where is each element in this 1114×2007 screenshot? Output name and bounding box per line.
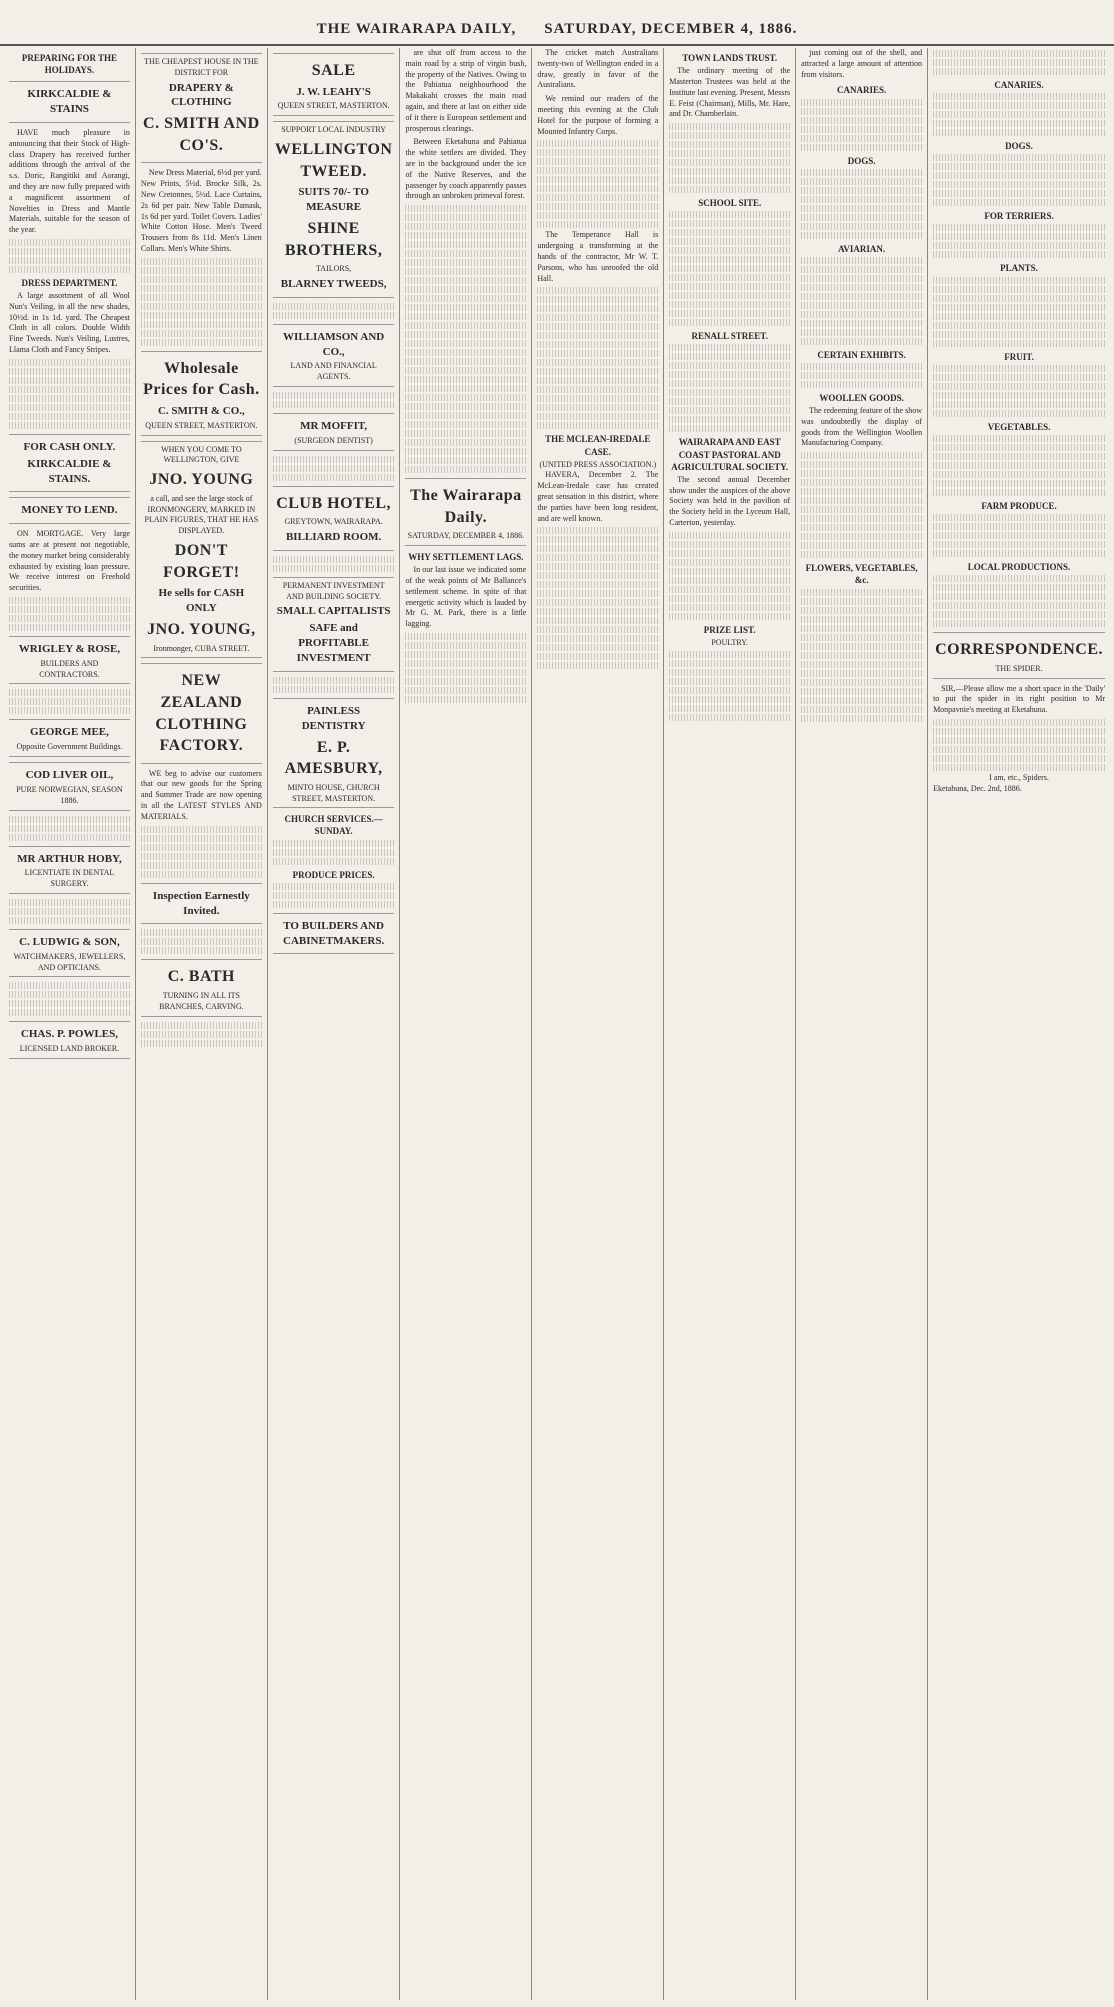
article-text: In our last issue we indicated some of the weak points of Mr Ballance's settlement scheme. In spite of that energetic activity which is lauded by Mr G. M. Park, there is a little lagging. — [405, 565, 527, 629]
ad-title: CHAS. P. POWLES, — [20, 1028, 118, 1041]
section-heading: TOWN LANDS TRUST. — [682, 53, 778, 63]
section-heading: CHURCH SERVICES.—SUNDAY. — [284, 814, 383, 837]
section-heading: WHY SETTLEMENT LAGS. — [408, 552, 524, 563]
ad-title: NEW ZEALAND CLOTHING FACTORY. — [155, 672, 248, 755]
ad-title: The Wairarapa Daily. — [410, 487, 522, 526]
section-heading: PLANTS. — [1000, 263, 1038, 274]
article-text: Between Eketahuna and Pahiatua the white settlers are divided. They are in the background under the ice of the Native Reserves, and the passenger by coach apparently passes through an unbroken primeval forest. — [405, 137, 527, 201]
club-hotel-ad — [273, 486, 395, 551]
column-2 — [136, 48, 268, 2000]
column-3 — [268, 48, 401, 2000]
ad-title: SUITS 70/- TO MEASURE — [298, 186, 369, 214]
ad-title: MR ARTHUR HOBY, — [17, 852, 122, 865]
bath-ad — [141, 959, 262, 1016]
subsection-heading: POULTRY. — [711, 637, 749, 647]
column-4 — [400, 48, 532, 2000]
ad-subtitle: TAILORS, — [316, 264, 352, 274]
ad-subtitle: LICENSED LAND BROKER. — [19, 1044, 120, 1054]
article-text: The second annual December show under the auspices of the above Society was held in the pavilion of the Society held in the Lyceum Hall, Carterton, yesterday. — [669, 474, 791, 528]
ad-subtitle: LICENTIATE IN DENTAL SURGERY. — [24, 868, 115, 889]
section-heading: LOCAL PRODUCTIONS. — [967, 561, 1071, 572]
ad-title: JNO. YOUNG — [149, 471, 254, 489]
ad-subtitle: SATURDAY, DECEMBER 4, 1886. — [407, 531, 525, 541]
cabinetmakers-ad — [273, 913, 395, 955]
holiday-heading: PREPARING FOR THE HOLIDAYS. — [21, 53, 118, 76]
ad-title: CLUB HOTEL, — [276, 494, 392, 512]
newspaper-title: THE WAIRARAPA DAILY, — [316, 21, 517, 37]
article-text: are shut off from access to the main road by a strip of virgin bush, the property of the Natives. Owing to the Pahiatua neighbourhood the Makakahi crosses the main road again, and there at last on either side of it there is European settlement and prosperous clearings. — [405, 48, 527, 133]
ad-title: KIRKCALDIE & STAINS. — [27, 457, 112, 485]
ad-body: ON MORTGAGE. Very large sums are at present not negotiable, the money market being considerably exhausted by existing loan pressure. We receive interest on Freehold securities. — [9, 529, 130, 593]
ad-title: C. BATH — [167, 968, 235, 986]
letter-signature: I am, etc., Spiders. — [989, 772, 1049, 782]
cod-liver-ad — [9, 762, 130, 810]
column-6 — [664, 48, 796, 2000]
correspondence-heading — [933, 632, 1105, 678]
issue-date: SATURDAY, DECEMBER 4, 1886. — [544, 21, 798, 37]
ad-title: JNO. YOUNG, — [147, 620, 256, 638]
ad-title: He sells for CASH ONLY — [158, 587, 245, 615]
ad-title: WILLIAMSON AND CO., — [283, 330, 385, 358]
ad-subtitle: LAND AND FINANCIAL AGENTS. — [290, 361, 377, 382]
dentistry-ad — [273, 698, 395, 808]
article-text: The Temperance Hall is undergoing a transforming at the hands of the contractor, Mr W. T. Parsons, who has unroofed the old Hall. — [537, 230, 659, 283]
ad-title: C. SMITH & CO., — [157, 405, 245, 418]
ad-body: New Dress Material, 6½d per yard. New Prints, 5½d. Brocke Silk, 2s. New Cretonnes, 5½d. Lace Curtains, 2s 6d per pair. New Table Damask, 1s 6d per yard. Toilet Covers. Ladies' White Cotton Hose. Men's Tweed Trousers from 8s 11d. Men's Linen Collars. Men's White Shirts. — [140, 168, 262, 254]
ad-subtitle: MINTO HOUSE, CHURCH STREET, MASTERTON. — [287, 782, 380, 803]
ad-title: BLARNEY TWEEDS, — [280, 277, 387, 290]
moffit-ad — [273, 413, 395, 451]
press-credit: (UNITED PRESS ASSOCIATION.) — [539, 459, 657, 469]
smith-ad — [141, 53, 262, 163]
section-heading: FRUIT. — [1004, 351, 1034, 362]
section-heading: WOOLLEN GOODS. — [819, 392, 904, 403]
ad-subtitle: QUEEN STREET, MASTERTON. — [145, 420, 258, 430]
editorial-masthead — [405, 478, 526, 546]
ad-subtitle: PURE NORWEGIAN, SEASON 1886. — [16, 784, 123, 805]
section-heading: PRIZE LIST. — [703, 624, 756, 635]
ad-title: WELLINGTON TWEED. — [274, 141, 393, 180]
ad-title: SMALL CAPITALISTS — [276, 605, 391, 618]
ad-subtitle: WHEN YOU COME TO WELLINGTON, GIVE — [161, 444, 242, 465]
section-heading: SCHOOL SITE. — [698, 198, 762, 209]
ad-title: C. SMITH AND CO'S. — [143, 115, 260, 154]
letter-date: Eketahuna, Dec. 2nd, 1886. — [933, 783, 1022, 793]
ludwig-ad — [9, 929, 130, 977]
masthead — [0, 0, 1114, 46]
section-heading: FOR TERRIERS. — [984, 211, 1054, 222]
column-8 — [928, 48, 1110, 2000]
clothing-factory-ad — [141, 663, 262, 763]
ad-subtitle: THE SPIDER. — [995, 663, 1043, 673]
ad-title: DON'T FORGET! — [163, 542, 240, 581]
ad-title: TO BUILDERS AND CABINETMAKERS. — [283, 919, 385, 947]
ad-title: COD LIVER OIL, — [25, 769, 114, 782]
ad-title: DRAPERY & CLOTHING — [168, 81, 234, 109]
article-text: The cricket match Australians twenty-two of Wellington ended in a draw, greatly in favor of the Australians. — [537, 48, 659, 90]
ad-title: SHINE BROTHERS, — [284, 219, 383, 259]
wholesale-ad — [141, 351, 262, 436]
ad-title: SALE — [311, 62, 356, 79]
article-text: HAVERA, December 2. The McLean-Iredale case has created great sensation in this district, where the parties have been long resident, and are well known. — [537, 470, 659, 523]
ad-title: FOR CASH ONLY. — [23, 440, 116, 453]
hoby-ad — [9, 846, 130, 894]
cash-ad — [9, 434, 130, 493]
ad-title: SAFE and PROFITABLE INVESTMENT — [296, 622, 371, 665]
mee-ad — [9, 719, 130, 757]
section-heading: FLOWERS, VEGETABLES, &c. — [805, 563, 918, 586]
ad-title: PAINLESS DENTISTRY — [301, 704, 366, 732]
letter-text: SIR,—Please allow me a short space in the 'Daily' to put the spider in its right position to Mr Monpavnie's meeting at Eketahuna. — [933, 683, 1106, 715]
section-heading: CERTAIN EXHIBITS. — [817, 349, 906, 360]
section-heading: CANARIES. — [836, 85, 887, 96]
powles-ad — [9, 1021, 130, 1059]
column-5 — [532, 48, 664, 2000]
ad-title: KIRKCALDIE & STAINS — [27, 88, 112, 116]
ad-title: C. LUDWIG & SON, — [19, 935, 120, 948]
section-heading: DRESS DEPARTMENT. — [21, 277, 118, 288]
ad-subtitle: a call, and see the large stock of IRONMONGERY, MARKED IN PLAIN FIGURES, THAT HE HAS DISPLAYED. — [144, 493, 259, 536]
williamson-ad — [273, 324, 395, 387]
ad-title: WRIGLEY & ROSE, — [18, 643, 121, 656]
ad-subtitle: TURNING IN ALL ITS BRANCHES, CARVING. — [159, 990, 244, 1011]
young-ad — [141, 441, 262, 659]
ad-title: Wholesale Prices for Cash. — [143, 359, 260, 399]
article-text: The ordinary meeting of the Masterton Trustees was held at the Institute last evening. Present, Messrs E. Feist (Chairman), Mills, Mr. Hare, and Dr. Chamberlain. — [669, 66, 791, 119]
leahy-ad — [273, 53, 395, 116]
ad-body: A large assortment of all Wool Nun's Veiling, in all the new shades, 10½d. in 1s 1d. yard. The Cheapest Cloth in all colors. Double Width Fine Tweeds. Nun's Veiling, Lustres, Llama Cloth and Fancy Stripes. — [9, 291, 130, 355]
ad-title: Inspection Earnestly Invited. — [152, 889, 250, 917]
kirkcaldie-ad — [9, 81, 130, 123]
wrigley-ad — [9, 636, 130, 684]
column-1 — [4, 48, 136, 2000]
ad-title: BILLIARD ROOM. — [285, 531, 382, 544]
article-text: just coming out of the shell, and attracted a large amount of attention from visitors. — [801, 48, 923, 79]
ad-subtitle: QUEEN STREET, MASTERTON. — [277, 101, 390, 111]
ad-subtitle: WATCHMAKERS, JEWELLERS, AND OPTICIANS. — [13, 951, 126, 972]
ad-subtitle: SUPPORT LOCAL INDUSTRY — [281, 125, 387, 135]
section-heading: RENALL STREET. — [691, 331, 768, 342]
building-society-ad — [273, 577, 395, 672]
ad-title: GEORGE MEE, — [30, 726, 109, 739]
section-heading: DOGS. — [1005, 141, 1033, 152]
section-heading: THE MCLEAN-IREDALE CASE. — [545, 434, 651, 457]
ad-subtitle: GREYTOWN, WAIRARAPA. — [284, 517, 383, 527]
inspection-ad — [141, 883, 262, 925]
money-ad — [9, 497, 130, 524]
ad-title: E. P. AMESBURY, — [284, 738, 383, 778]
ad-subtitle: THE CHEAPEST HOUSE IN THE DISTRICT FOR — [144, 57, 259, 77]
section-heading: DOGS. — [847, 155, 876, 166]
article-text: The redeeming feature of the show was undoubtedly the display of goods from the Wellington Woollen Manufacturing Company. — [801, 406, 923, 448]
newspaper-columns — [4, 48, 1110, 2000]
ad-title: CORRESPONDENCE. — [935, 641, 1104, 659]
ad-subtitle: Opposite Government Buildings. — [16, 742, 123, 752]
ad-title: J. W. LEAHY'S — [296, 85, 371, 98]
section-heading: CANARIES. — [994, 80, 1044, 90]
article-text: We remind our readers of the meeting this evening at the Club Hotel for the purpose of forming a Mounted Infantry Corps. — [537, 94, 659, 136]
ad-subtitle: Ironmonger, CUBA STREET. — [153, 643, 250, 653]
section-heading: WAIRARAPA AND EAST COAST PASTORAL AND AGRICULTURAL SOCIETY. — [671, 437, 789, 472]
ad-body: WE beg to advise our customers that our new goods for the Spring and Summer Trade are now opening in all the LATEST STYLES AND MATERIALS. — [140, 768, 262, 821]
section-heading: VEGETABLES. — [987, 421, 1051, 432]
tweed-ad — [273, 121, 395, 298]
ad-title: MONEY TO LEND. — [21, 504, 118, 517]
column-7 — [796, 48, 928, 2000]
ad-subtitle: (SURGEON DENTIST) — [294, 435, 373, 445]
ad-subtitle: BUILDERS AND CONTRACTORS. — [39, 658, 100, 679]
section-heading: AVIARIAN. — [838, 243, 886, 254]
section-heading: PRODUCE PRICES. — [292, 869, 375, 880]
ad-subtitle: PERMANENT INVESTMENT AND BUILDING SOCIETY. — [282, 580, 385, 601]
ad-body: HAVE much pleasure in announcing that their Stock of High-class Drapery has received further additions through the arrival of the s.s. Doric, Rangitiki and Aorangi, and they are now fully prepared with a magnificent assortment of Novelties in Dress and Mantle Materials, suitable for the season of the year. — [9, 127, 130, 235]
ad-title: MR MOFFIT, — [300, 420, 368, 433]
section-heading: FARM PRODUCE. — [981, 500, 1057, 511]
